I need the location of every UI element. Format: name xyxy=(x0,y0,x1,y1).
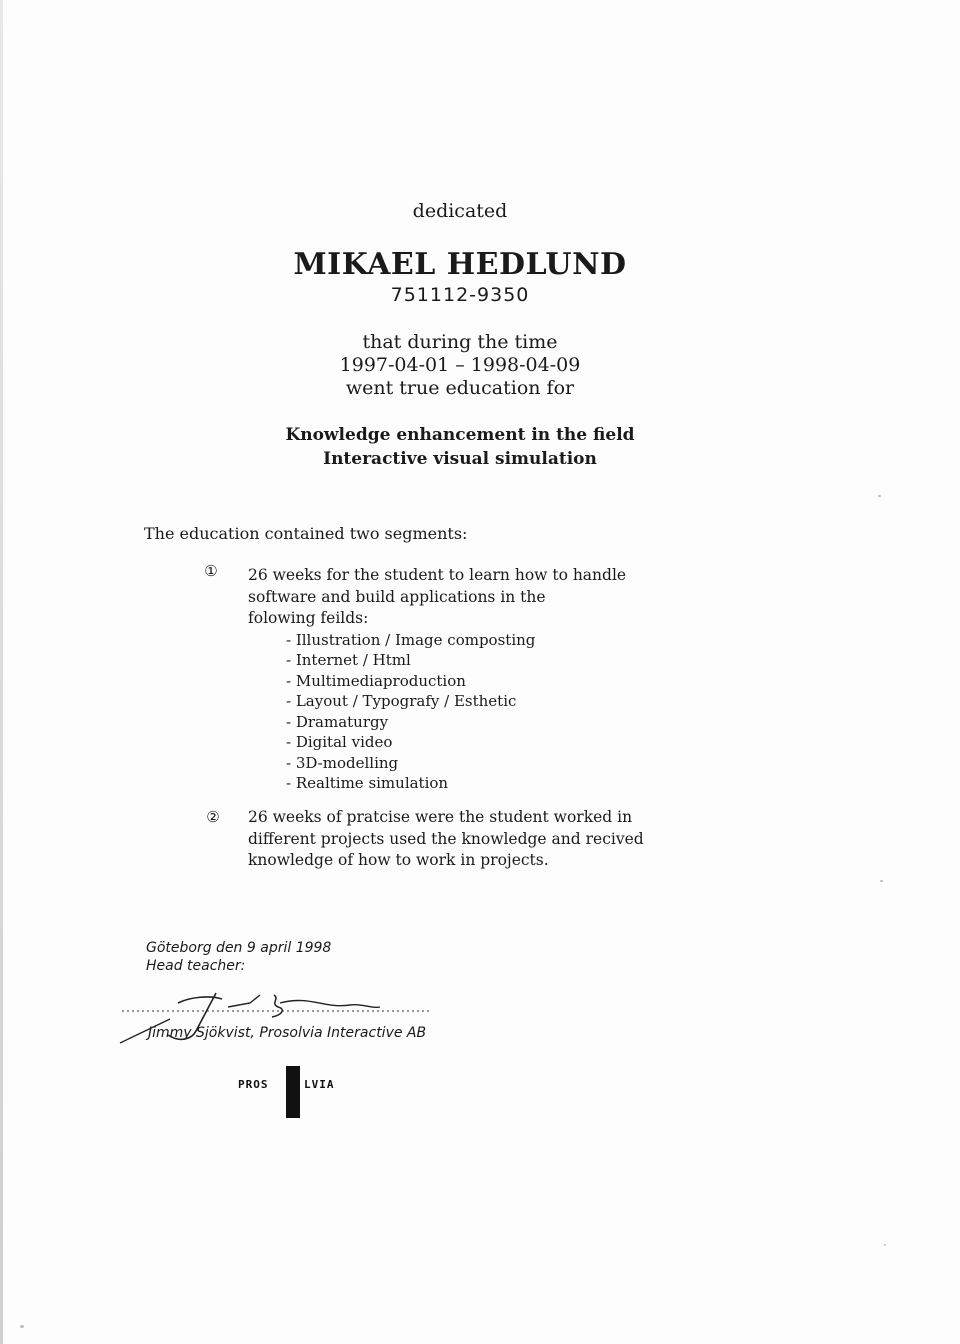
scan-speck xyxy=(878,495,881,497)
list-item: - Internet / Html xyxy=(286,651,411,669)
segment-1-line: folowing feilds: xyxy=(248,609,369,627)
segment-1-marker: ① xyxy=(204,562,218,580)
personal-id-number: 751112-9350 xyxy=(390,284,530,306)
segment-1 xyxy=(248,565,708,794)
recipient-name: MIKAEL HEDLUND xyxy=(293,247,627,282)
scan-speck xyxy=(884,1244,886,1246)
education-period: 1997-04-01 – 1998-04-09 xyxy=(339,354,581,376)
segment-2-marker: ② xyxy=(206,808,220,826)
dedicated-text: dedicated xyxy=(412,200,508,222)
prosolvia-logo xyxy=(236,1062,356,1122)
field-title-line1: Knowledge enhancement in the field xyxy=(285,425,635,445)
head-teacher-label: Head teacher: xyxy=(146,958,246,974)
fields-list xyxy=(248,630,708,794)
logo-text-right: LVIA xyxy=(304,1078,335,1091)
segment-2 xyxy=(248,807,708,872)
logo-text-left: PROS xyxy=(238,1078,269,1091)
segment-1-line: software and build applications in the xyxy=(248,587,546,606)
signature xyxy=(110,985,470,1055)
segment-2-line: 26 weeks of pratcise were the student worked in xyxy=(248,808,633,826)
list-item: - Illustration / Image composting xyxy=(286,630,536,649)
segment-2-line: knowledge of how to work in projects. xyxy=(248,851,549,869)
list-item: - 3D-modelling xyxy=(286,753,399,772)
segment-2-line: different projects used the knowledge and recived xyxy=(248,829,644,848)
went-education-text: went true education for xyxy=(345,377,575,399)
scan-speck xyxy=(880,880,883,882)
list-item: - Layout / Typografy / Esthetic xyxy=(286,692,517,710)
signer-name: Jimmy Sjökvist, Prosolvia Interactive AB xyxy=(148,1025,427,1041)
list-item: - Dramaturgy xyxy=(286,712,389,731)
field-title-line2: Interactive visual simulation xyxy=(323,449,597,469)
list-item: - Multimediaproduction xyxy=(286,671,466,690)
segment-1-line: 26 weeks for the student to learn how to handle xyxy=(248,566,627,584)
place-and-date: Göteborg den 9 april 1998 xyxy=(146,940,332,956)
list-item: - Digital video xyxy=(286,733,393,751)
scan-speck xyxy=(20,1325,24,1328)
segments-intro: The education contained two segments: xyxy=(144,524,468,543)
during-text: that during the time xyxy=(362,331,558,353)
list-item: - Realtime simulation xyxy=(286,774,449,792)
